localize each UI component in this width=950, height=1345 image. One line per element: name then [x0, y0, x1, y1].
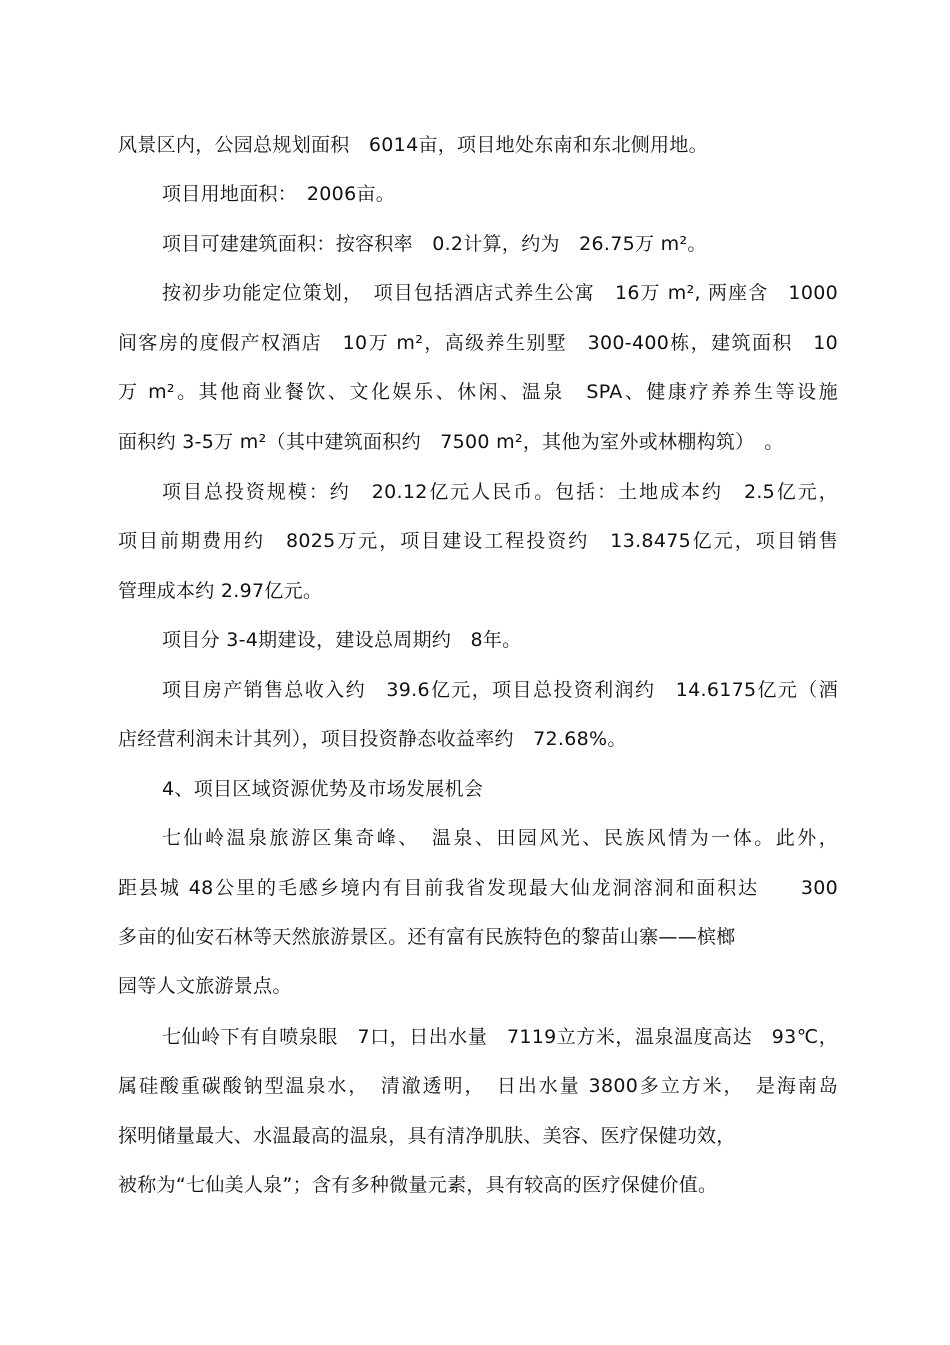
- text-line-5: 间客房的度假产权酒店 10万 m²，高级养生别墅 300-400栋，建筑面积 10: [118, 332, 838, 354]
- text-line-16: 多亩的仙安石林等天然旅游景区。还有富有民族特色的黎苗山寨——槟榔: [118, 926, 736, 948]
- text-line-18: 七仙岭下有自喷泉眼 7口，日出水量 7119立方米，温泉温度高达 93℃，: [162, 1026, 838, 1048]
- text-line-8: 项目总投资规模：约 20.12亿元人民币。包括：土地成本约 2.5亿元，: [162, 481, 838, 503]
- section-heading: 4、项目区域资源优势及市场发展机会: [162, 778, 484, 800]
- text-line-11: 项目分 3-4期建设，建设总周期约 8年。: [162, 629, 522, 651]
- text-line-15: 距县城 48公里的毛感乡境内有目前我省发现最大仙龙洞溶洞和面积达 300: [118, 877, 838, 899]
- text-line-17: 园等人文旅游景点。: [118, 975, 292, 997]
- text-line-4: 按初步功能定位策划， 项目包括酒店式养生公寓 16万 m², 两座含 1000: [162, 282, 838, 304]
- text-line-7: 面积约 3-5万 m²（其中建筑面积约 7500 m²，其他为室外或林棚构筑） 。: [118, 431, 784, 453]
- text-line-2: 项目用地面积： 2006亩。: [162, 183, 396, 205]
- text-line-14: 七仙岭温泉旅游区集奇峰、 温泉、田园风光、民族风情为一体。此外，: [162, 827, 838, 849]
- text-line-9: 项目前期费用约 8025万元，项目建设工程投资约 13.8475亿元，项目销售: [118, 530, 838, 552]
- text-line-10: 管理成本约 2.97亿元。: [118, 580, 323, 602]
- text-line-19: 属硅酸重碳酸钠型温泉水， 清澈透明， 日出水量 3800多立方米， 是海南岛: [118, 1075, 838, 1097]
- text-line-20: 探明储量最大、水温最高的温泉，具有清净肌肤、美容、医疗保健功效，: [118, 1125, 736, 1147]
- text-line-3: 项目可建建筑面积：按容积率 0.2计算，约为 26.75万 m²。: [162, 233, 707, 255]
- text-line-1: 风景区内，公园总规划面积 6014亩，项目地处东南和东北侧用地。: [118, 134, 708, 156]
- text-line-13: 店经营利润未计其列），项目投资静态收益率约 72.68%。: [118, 728, 627, 750]
- text-line-12: 项目房产销售总收入约 39.6亿元，项目总投资利润约 14.6175亿元（酒: [162, 679, 838, 701]
- text-line-21: 被称为“七仙美人泉”；含有多种微量元素，具有较高的医疗保健价值。: [118, 1174, 718, 1196]
- text-line-6: 万 m²。其他商业餐饮、文化娱乐、休闲、温泉 SPA、健康疗养养生等设施: [118, 381, 838, 403]
